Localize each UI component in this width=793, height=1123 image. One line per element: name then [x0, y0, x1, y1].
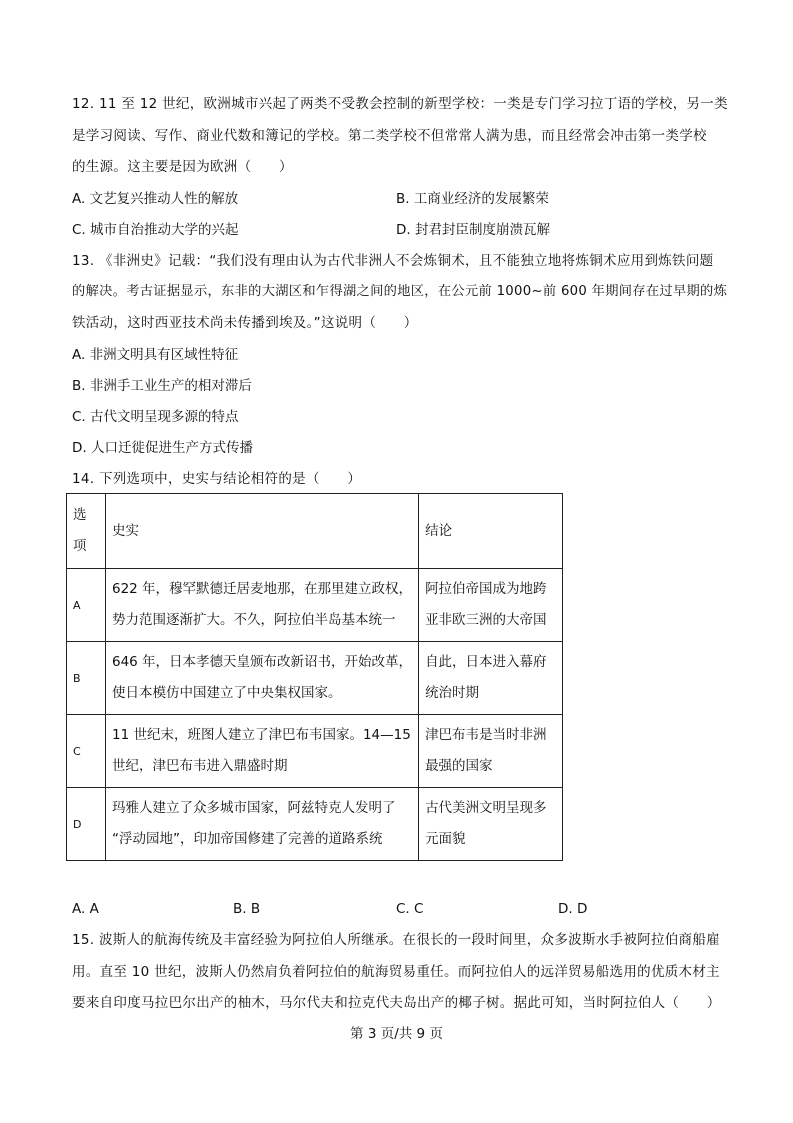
row-conclusion-line-2: 元面貌 [425, 831, 466, 847]
table-row [67, 569, 563, 642]
q12-option-a: A. 文艺复兴推动人性的解放 [72, 191, 239, 207]
row-conclusion-line-2: 最强的国家 [425, 758, 493, 774]
row-option-label: A [67, 569, 106, 642]
row-fact [106, 715, 419, 788]
header-option [67, 494, 106, 569]
q14-stem: 14. 下列选项中，史实与结论相符的是（ ） [72, 471, 362, 487]
row-fact-line-1: 玛雅人建立了众多城市国家，阿兹特克人发明了 [112, 800, 396, 816]
row-fact-line-1: 646 年，日本孝德天皇颁布改新诏书，开始改革， [112, 654, 413, 670]
row-conclusion [419, 569, 563, 642]
q14-option-c: C. C [396, 901, 424, 917]
row-conclusion-line-2: 统治时期 [425, 685, 480, 701]
q12-option-c: C. 城市自治推动大学的兴起 [72, 222, 239, 238]
row-fact [106, 788, 419, 861]
q14-option-a: A. A [72, 901, 99, 917]
q15-stem-line-1: 15. 波斯人的航海传统及丰富经验为阿拉伯人所继承。在很长的一段时间里，众多波斯水手被阿拉伯商船雇 [72, 932, 720, 948]
header-option-line-1: 选 [73, 507, 87, 523]
table-row [67, 788, 563, 861]
q15-stem-line-3: 要来自印度马拉巴尔出产的柚木，马尔代夫和拉克代夫岛出产的椰子树。据此可知，当时阿拉伯人（ ） [72, 995, 721, 1011]
header-option-line-2: 项 [73, 538, 87, 554]
row-conclusion [419, 788, 563, 861]
q12-stem-line-1: 12. 11 至 12 世纪，欧洲城市兴起了两类不受教会控制的新型学校：一类是专门学习拉丁语的学校，另一类 [72, 96, 728, 112]
page-number: 第 3 页/共 9 页 [350, 1026, 443, 1042]
row-conclusion-line-1: 津巴布韦是当时非洲 [425, 727, 547, 743]
table-header-row [67, 494, 563, 569]
q12-option-d: D. 封君封臣制度崩溃瓦解 [396, 222, 550, 238]
row-option-label: B [67, 642, 106, 715]
row-fact-line-1: 622 年，穆罕默德迁居麦地那，在那里建立政权， [112, 581, 413, 597]
q13-option-a: A. 非洲文明具有区域性特征 [72, 347, 239, 363]
row-fact-line-1: 11 世纪末，班图人建立了津巴布韦国家。14—15 [112, 727, 411, 743]
q13-option-b: B. 非洲手工业生产的相对滞后 [72, 378, 252, 394]
header-conclusion: 结论 [419, 494, 563, 569]
q14-table [66, 493, 563, 861]
q13-stem-line-2: 的解决。考古证据显示，东非的大湖区和乍得湖之间的地区，在公元前 1000~前 600 年期间存在过早期的炼 [72, 284, 728, 299]
row-conclusion-line-1: 阿拉伯帝国成为地跨 [425, 581, 547, 597]
header-fact: 史实 [106, 494, 419, 569]
row-conclusion-line-1: 自此，日本进入幕府 [425, 654, 547, 670]
q12-stem-line-3: 的生源。这主要是因为欧洲（ ） [72, 159, 293, 175]
row-fact-line-2: 世纪，津巴布韦进入鼎盛时期 [112, 758, 288, 774]
row-option-label: D [67, 788, 106, 861]
q13-stem-line-1: 13. 《非洲史》记载：“我们没有理由认为古代非洲人不会炼铜术，且不能独立地将炼铜术应用到炼铁问题 [72, 253, 714, 269]
q14-option-d: D. D [558, 901, 588, 917]
row-fact-line-2: 使日本模仿中国建立了中央集权国家。 [112, 685, 342, 701]
row-conclusion-line-2: 亚非欧三洲的大帝国 [425, 612, 547, 628]
q12-option-b: B. 工商业经济的发展繁荣 [396, 191, 549, 207]
row-option-label: C [67, 715, 106, 788]
row-fact [106, 569, 419, 642]
row-conclusion [419, 642, 563, 715]
q13-stem-line-3: 铁活动，这时西亚技术尚未传播到埃及。”这说明（ ） [72, 315, 418, 331]
row-fact [106, 642, 419, 715]
q13-option-c: C. 古代文明呈现多源的特点 [72, 409, 239, 425]
table-row [67, 642, 563, 715]
q12-stem-line-2: 是学习阅读、写作、商业代数和簿记的学校。第二类学校不但常常人满为患，而且经常会冲击第一类学校 [72, 128, 707, 144]
row-conclusion-line-1: 古代美洲文明呈现多 [425, 800, 547, 816]
q13-option-d: D. 人口迁徙促进生产方式传播 [72, 440, 253, 456]
row-fact-line-2: 势力范围逐渐扩大。不久，阿拉伯半岛基本统一 [112, 612, 396, 628]
table-row [67, 715, 563, 788]
row-fact-line-2: “浮动园地”，印加帝国修建了完善的道路系统 [112, 831, 383, 847]
q15-stem-line-2: 用。直至 10 世纪，波斯人仍然肩负着阿拉伯的航海贸易重任。而阿拉伯人的远洋贸易船选用的优质木材主 [72, 964, 720, 980]
row-conclusion [419, 715, 563, 788]
q14-option-b: B. B [233, 901, 261, 917]
